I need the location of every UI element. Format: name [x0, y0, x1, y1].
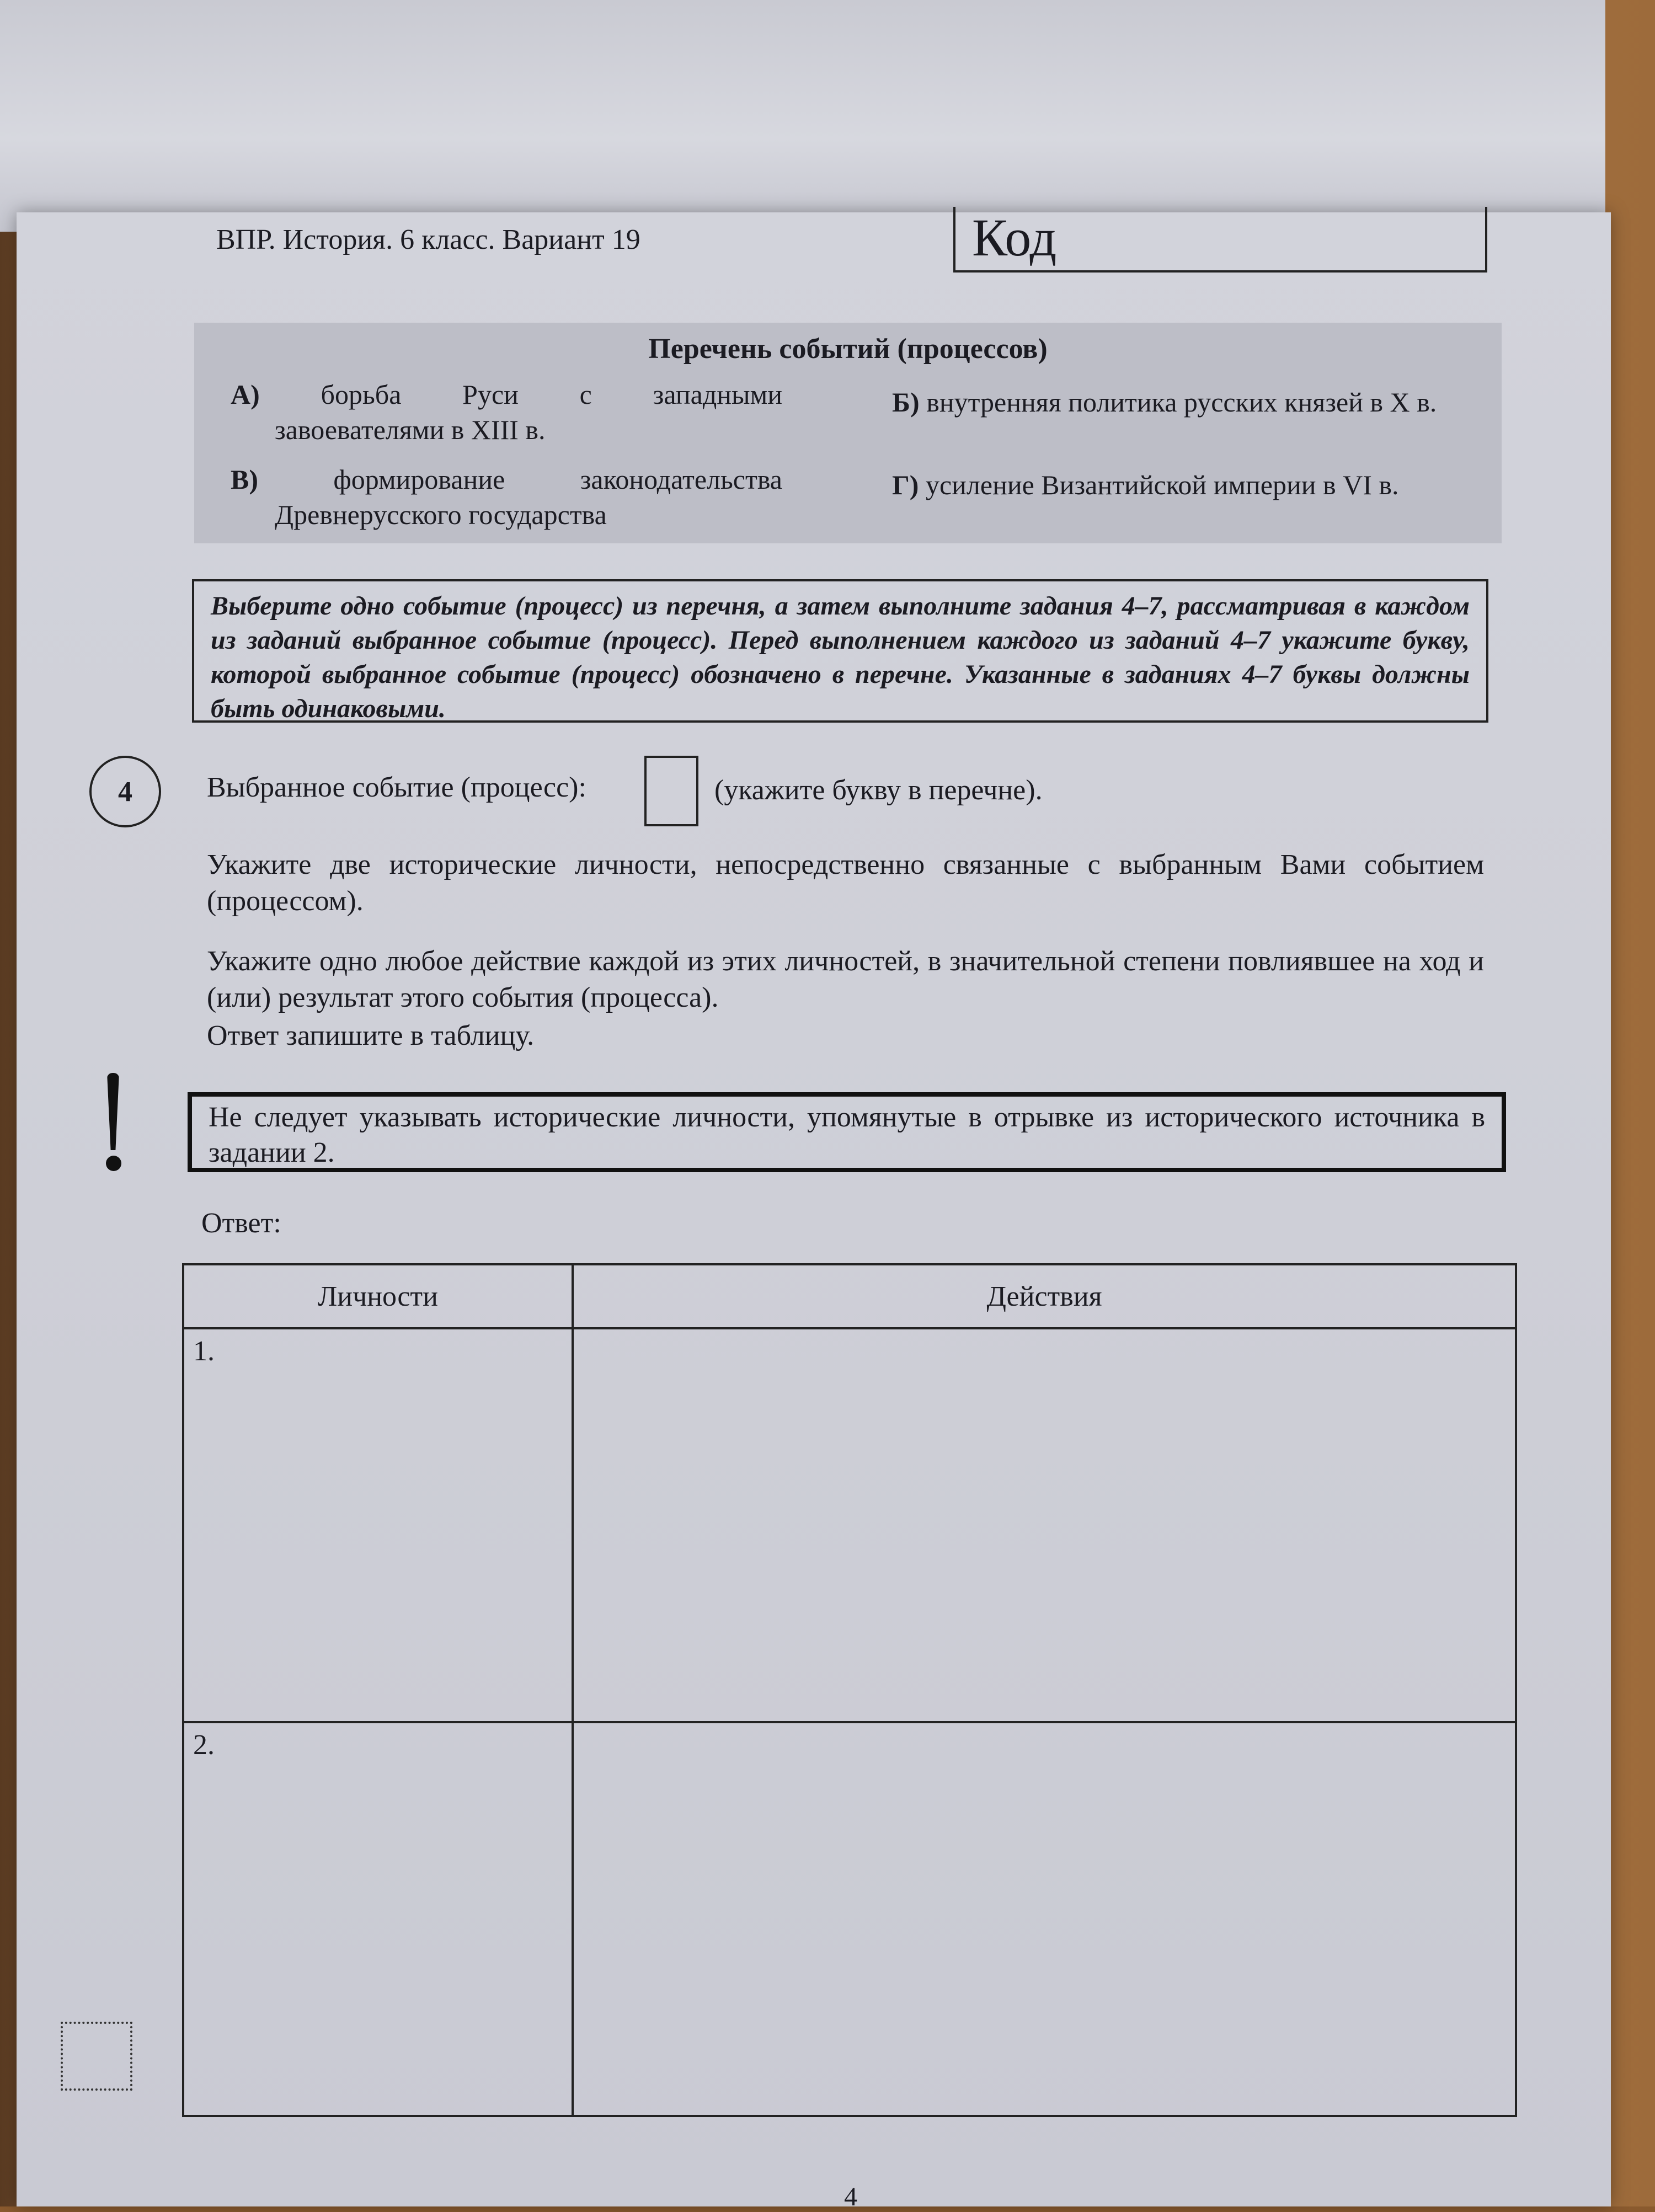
code-label: Код	[972, 208, 1057, 267]
row-number-2: 2.	[193, 1729, 215, 1761]
previous-page-edge	[0, 0, 1605, 232]
selected-event-label: Выбранное событие (процесс):	[207, 772, 586, 803]
event-a-line2: завоевателями в XIII в.	[275, 414, 546, 445]
answer-table	[182, 1263, 1517, 2117]
table-header-row	[183, 1264, 1516, 1328]
event-g	[892, 467, 1399, 503]
page-number: 4	[844, 2182, 857, 2211]
event-a-line1: борьба Руси с западными	[321, 379, 783, 410]
score-box[interactable]	[61, 2022, 132, 2091]
event-b-text: внутренняя политика русских князей в X в.	[926, 387, 1437, 418]
worksheet-page	[17, 208, 1611, 2211]
event-v-line1: формирование законодательства	[333, 464, 782, 495]
person-cell-2[interactable]	[183, 1722, 573, 2116]
event-b-letter: Б)	[892, 387, 920, 418]
task-paragraph-2: Укажите одно любое действие каждой из этих личностей, в значительной степени повлиявшее на ход и (или) результат этого события (процесса).	[207, 945, 1484, 1013]
selected-event-hint: (укажите букву в перечне).	[714, 774, 1043, 806]
table-row	[183, 1722, 1516, 2116]
instruction-box: Выберите одно событие (процесс) из перечня, а затем выполните задания 4–7, рассматривая в каждом из заданий выбранное событие (процесс). Перед выполнением каждого из заданий 4–7 укажите букву, которой выбранное событие (процесс) обозначено в перечне. Указанные в заданиях 4–7 буквы должны быть одинаковыми.	[192, 579, 1488, 723]
action-cell-2[interactable]	[573, 1722, 1516, 2116]
column-header-persons: Личности	[183, 1264, 573, 1328]
answer-label: Ответ:	[201, 1207, 281, 1239]
event-v	[231, 462, 782, 532]
person-cell-1[interactable]	[183, 1328, 573, 1722]
warning-box: Не следует указывать исторические личности, упомянутые в отрывке из исторического источника в задании 2.	[188, 1092, 1506, 1172]
events-list	[194, 323, 1502, 543]
task-paragraph-3: Ответ запишите в таблицу.	[207, 1020, 535, 1051]
task-paragraph-1: Укажите две исторические личности, непосредственно связанные с выбранным Вами событием (процессом).	[207, 849, 1484, 917]
header-title: ВПР. История. 6 класс. Вариант 19	[216, 224, 640, 255]
code-box[interactable]	[953, 207, 1487, 273]
table-row	[183, 1328, 1516, 1722]
task-number: 4	[118, 776, 132, 808]
event-g-text: усиление Византийской империи в VI в.	[925, 469, 1399, 500]
selected-letter-box[interactable]	[644, 756, 698, 826]
column-header-actions: Действия	[573, 1264, 1516, 1328]
event-b	[892, 384, 1437, 420]
event-a-letter: А)	[231, 379, 260, 410]
event-g-letter: Г)	[892, 469, 919, 500]
task-number-badge	[89, 756, 161, 827]
row-number-1: 1.	[193, 1335, 215, 1367]
event-v-letter: В)	[231, 464, 258, 495]
action-cell-1[interactable]	[573, 1328, 1516, 1722]
event-v-line2: Древнерусского государства	[275, 499, 607, 530]
exclamation-icon	[105, 1073, 121, 1172]
event-a	[231, 377, 782, 447]
events-title: Перечень событий (процессов)	[648, 333, 1048, 365]
